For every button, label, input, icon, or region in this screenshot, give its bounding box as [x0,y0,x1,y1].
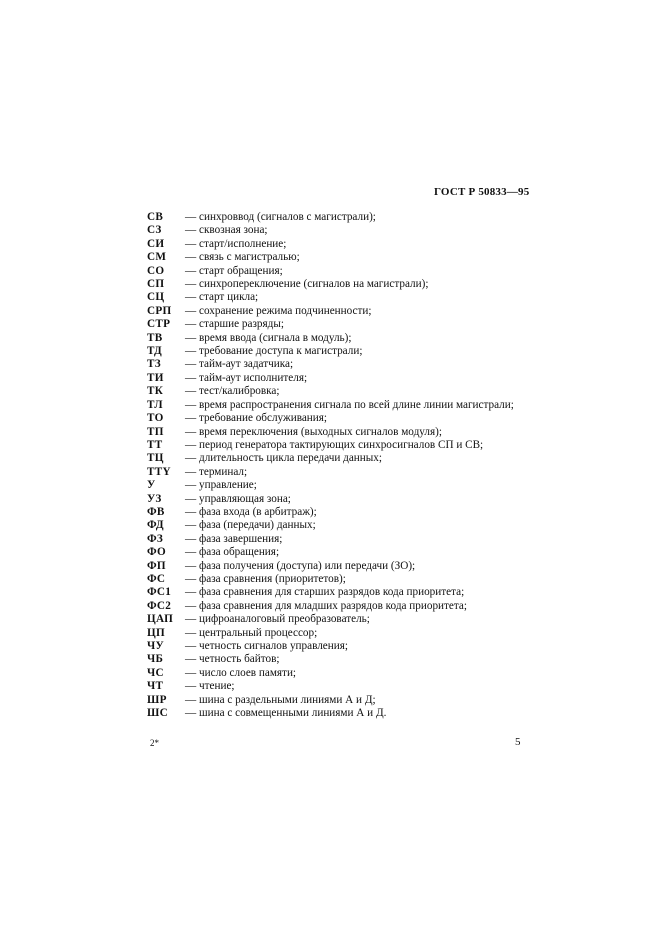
abbreviation-definition: управление; [199,479,257,492]
abbreviation-definition: сквозная зона; [199,224,268,237]
abbreviation-row [147,479,527,492]
abbreviation-term: ФД [147,519,164,532]
abbreviation-row [147,627,527,640]
abbreviation-term: ЧУ [147,640,165,652]
abbreviation-definition: тайм-аут исполнителя; [199,371,308,384]
dash-separator: — [185,237,197,250]
abbreviation-definition: старт/исполнение; [199,237,287,250]
abbreviation-term: СП [147,278,165,291]
abbreviation-term: УЗ [147,492,162,505]
dash-separator: — [185,693,197,706]
abbreviation-term: ТИ [147,371,164,384]
abbreviation-term: ФЗ [147,532,164,545]
abbreviation-row [147,506,527,519]
dash-separator: — [185,465,197,478]
dash-separator: — [185,291,197,304]
dash-separator: — [185,586,197,599]
abbreviation-definition: синхроввод (сигналов с магистрали); [199,211,376,223]
abbreviation-definition: шина с совмещенными линиями А и Д. [199,707,387,720]
abbreviation-term: ТП [147,425,164,438]
abbreviation-definition: четность сигналов управления; [199,640,348,652]
abbreviation-definition: четность байтов; [199,653,280,666]
dash-separator: — [185,224,197,237]
dash-separator: — [185,318,197,331]
abbreviation-row [147,493,527,506]
abbreviation-definition: терминал; [199,465,248,478]
abbreviation-term: ФС2 [147,599,172,612]
dash-separator: — [185,680,197,693]
abbreviation-row [147,466,527,479]
abbreviation-term: ТЗ [147,358,161,371]
abbreviation-term: ФО [147,546,167,559]
abbreviation-term: СИ [147,237,165,250]
dash-separator: — [185,613,197,626]
abbreviation-row [147,238,527,251]
abbreviation-row [147,452,527,465]
dash-separator: — [185,559,197,572]
dash-separator: — [185,398,197,411]
abbreviation-definition: фаза завершения; [199,532,283,545]
abbreviation-term: ФП [147,559,166,572]
abbreviation-definition: центральный процессор; [199,626,318,639]
abbreviation-term: ЧБ [147,653,164,666]
abbreviation-row [147,560,527,573]
abbreviation-definition: старт обращения; [199,264,283,277]
abbreviation-row [147,613,527,626]
dash-separator: — [185,479,197,492]
abbreviation-row [147,412,527,425]
document-header: ГОСТ Р 50833—95 [434,186,530,198]
abbreviation-definition: тайм-аут задатчика; [199,358,294,371]
abbreviation-row [147,305,527,318]
abbreviation-definition: фаза получения (доступа) или передачи (ЗО); [199,559,416,572]
abbreviation-row [147,399,527,412]
abbreviation-row [147,278,527,291]
abbreviation-definition: связь с магистралью; [199,251,300,264]
abbreviation-row [147,640,527,653]
dash-separator: — [185,371,197,384]
abbreviation-row [147,251,527,264]
abbreviation-term: ШР [147,693,167,706]
dash-separator: — [185,640,197,652]
abbreviation-row [147,680,527,693]
abbreviation-term: ФС1 [147,586,172,599]
abbreviation-definition: фаза входа (в арбитраж); [199,505,317,518]
abbreviation-definition: требование доступа к магистрали; [199,345,363,358]
dash-separator: — [185,251,197,264]
abbreviation-term: СО [147,264,165,277]
abbreviation-term: СМ [147,251,167,264]
abbreviation-definition: время распространения сигнала по всей длине линии магистрали; [199,398,514,411]
abbreviation-row [147,707,527,720]
abbreviation-term: ТТ [147,438,163,451]
abbreviation-definition: фаза сравнения (приоритетов); [199,572,346,585]
abbreviation-definition: старт цикла; [199,291,259,304]
abbreviation-definition: старшие разряды; [199,318,284,331]
abbreviation-term: ЦАП [147,613,174,626]
abbreviation-definition: фаза сравнения для младших разрядов кода приоритета; [199,599,467,612]
abbreviation-row [147,546,527,559]
dash-separator: — [185,304,197,317]
dash-separator: — [185,425,197,438]
dash-separator: — [185,345,197,358]
abbreviation-definition: цифроаналоговый преобразователь; [199,613,370,626]
abbreviation-row [147,318,527,331]
abbreviation-row [147,332,527,345]
dash-separator: — [185,358,197,371]
abbreviation-term: ТЛ [147,398,163,411]
abbreviation-definition: управляющая зона; [199,492,291,505]
dash-separator: — [185,572,197,585]
abbreviation-term: ТД [147,345,163,358]
abbreviation-definition: фаза обращения; [199,546,280,559]
abbreviation-definition: фаза сравнения для старших разрядов кода приоритета; [199,586,465,599]
abbreviation-definition: сохранение режима подчиненности; [199,304,372,317]
abbreviation-term: ФС [147,572,166,585]
abbreviation-definition: время переключения (выходных сигналов модуля); [199,425,442,438]
dash-separator: — [185,385,197,398]
abbreviation-term: СРП [147,304,172,317]
dash-separator: — [185,492,197,505]
abbreviation-row [147,653,527,666]
abbreviation-row [147,533,527,546]
abbreviation-term: ЧТ [147,680,164,693]
abbreviation-row [147,291,527,304]
abbreviation-term: ТО [147,412,164,425]
abbreviation-row [147,358,527,371]
abbreviation-term: У [147,479,156,492]
abbreviation-term: ФВ [147,505,165,518]
abbreviation-definition: шина с раздельными линиями А и Д; [199,693,376,706]
abbreviation-row [147,600,527,613]
abbreviation-definition: время ввода (сигнала в модуль); [199,331,352,344]
abbreviation-term: TTY [147,465,171,478]
abbreviation-row [147,385,527,398]
dash-separator: — [185,278,197,291]
abbreviation-row [147,667,527,680]
abbreviation-row [147,519,527,532]
dash-separator: — [185,653,197,666]
abbreviation-row [147,694,527,707]
abbreviation-term: СТР [147,318,171,331]
abbreviation-definition: фаза (передачи) данных; [199,519,316,532]
dash-separator: — [185,532,197,545]
abbreviation-row [147,586,527,599]
abbreviation-row [147,265,527,278]
dash-separator: — [185,519,197,532]
abbreviation-row [147,372,527,385]
dash-separator: — [185,211,197,223]
abbreviation-term: СЗ [147,224,162,237]
dash-separator: — [185,505,197,518]
dash-separator: — [185,264,197,277]
abbreviation-definition: требование обслуживания; [199,412,328,425]
abbreviation-term: ТЦ [147,452,164,465]
dash-separator: — [185,707,197,720]
abbreviation-row [147,426,527,439]
abbreviation-term: ЦП [147,626,166,639]
abbreviation-term: ТВ [147,331,163,344]
abbreviation-definition: период генератора тактирующих синхросигналов СП и СВ; [199,438,484,451]
dash-separator: — [185,412,197,425]
abbreviation-row [147,224,527,237]
abbreviation-row [147,345,527,358]
abbreviation-list [147,211,527,720]
page-number: 5 [515,736,521,748]
dash-separator: — [185,666,197,679]
dash-separator: — [185,331,197,344]
abbreviation-term: СВ [147,211,164,223]
abbreviation-row [147,211,527,224]
dash-separator: — [185,438,197,451]
abbreviation-row [147,439,527,452]
dash-separator: — [185,599,197,612]
signature-mark: 2* [150,738,159,748]
abbreviation-definition: длительность цикла передачи данных; [199,452,383,465]
abbreviation-term: ЧС [147,666,164,679]
abbreviation-definition: чтение; [199,680,235,693]
abbreviation-definition: число слоев памяти; [199,666,297,679]
dash-separator: — [185,452,197,465]
abbreviation-term: ШС [147,707,168,720]
dash-separator: — [185,626,197,639]
abbreviation-term: ТК [147,385,164,398]
abbreviation-row [147,573,527,586]
abbreviation-term: СЦ [147,291,165,304]
dash-separator: — [185,546,197,559]
abbreviation-definition: тест/калибровка; [199,385,280,398]
abbreviation-definition: синхропереключение (сигналов на магистрали); [199,278,429,291]
